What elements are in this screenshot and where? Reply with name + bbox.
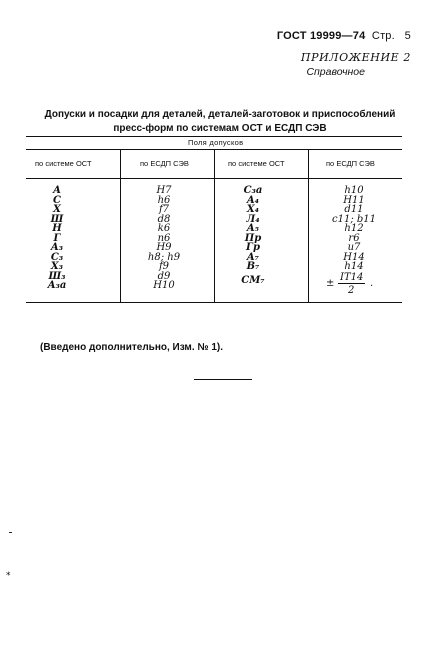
cell: A₅ — [246, 223, 260, 234]
cell: A₇ — [246, 251, 260, 263]
document-title — [40, 108, 400, 136]
fraction-denominator: 2 — [348, 285, 355, 296]
column-ost-1 — [42, 186, 72, 291]
table-divider-1 — [120, 150, 121, 303]
table-divider-3 — [308, 150, 309, 303]
cell: C₃ — [50, 251, 64, 263]
col-header-ost-2: по системе ОСТ — [228, 159, 285, 168]
plus-minus: ± — [326, 278, 335, 289]
appendix-subtitle: Справочное — [306, 66, 365, 78]
cell: Л₄ — [246, 213, 260, 225]
col-header-ost-1: по системе ОСТ — [35, 159, 92, 168]
cell: CM₇ — [241, 274, 265, 286]
table-divider-2 — [214, 150, 215, 303]
cell: r6 — [348, 232, 360, 244]
cell: C — [53, 194, 61, 206]
cell: A — [53, 185, 61, 196]
table-bottom-rule — [26, 302, 402, 303]
cell: Гр — [246, 242, 260, 253]
cell: Г — [53, 232, 61, 244]
cell: X₄ — [246, 204, 260, 215]
cell: h14 — [344, 261, 364, 272]
cell: C₃а — [243, 185, 263, 196]
cell: h6 — [157, 194, 171, 206]
gost-number: ГОСТ 19999—74 — [276, 30, 366, 42]
cell: H10 — [153, 280, 175, 291]
margin-asterisk: * — [6, 571, 11, 581]
cell: H7 — [156, 185, 172, 196]
column-ost-2 — [233, 186, 273, 285]
cell: u7 — [347, 242, 361, 253]
fraction-end: . — [370, 278, 374, 289]
cell: c11; b11 — [332, 213, 376, 225]
col-header-esdp-1: по ЕСДП СЭВ — [140, 159, 189, 168]
appendix-title: ПРИЛОЖЕНИЕ 2 — [300, 51, 411, 64]
table-caption: Поля допусков — [188, 138, 244, 147]
end-rule — [194, 379, 252, 380]
cell: H11 — [343, 194, 365, 206]
fraction-numerator: IT14 — [340, 272, 364, 283]
fraction-it14 — [326, 272, 382, 298]
amendment-note: (Введено дополнительно, Изм. № 1). — [40, 342, 223, 353]
page-label: Стр. — [371, 30, 395, 42]
cell: f7 — [158, 204, 170, 215]
page-header — [277, 30, 411, 42]
cell: k6 — [157, 223, 171, 234]
cell: h8; h9 — [147, 251, 181, 263]
cell: A₃а — [47, 280, 67, 291]
page-number: 5 — [404, 30, 411, 42]
title-line-2: пресс-форм по системам ОСТ и ЕСДП СЭВ — [113, 123, 327, 134]
cell: d8 — [157, 213, 171, 225]
table-top-rule — [26, 136, 402, 137]
column-esdp-1 — [139, 186, 189, 291]
column-esdp-2 — [324, 186, 384, 272]
title-line-1: Допуски и посадки для деталей, деталей-заготовок и приспособлений — [44, 109, 396, 120]
cell: H9 — [156, 242, 172, 253]
cell: X — [53, 204, 61, 215]
cell: A₄ — [246, 194, 260, 206]
cell: h10 — [344, 185, 364, 196]
cell: Ш₃ — [48, 270, 66, 282]
cell: B₇ — [246, 261, 260, 272]
cell: Пр — [244, 232, 262, 244]
cell: d9 — [157, 270, 171, 282]
cell: H14 — [343, 251, 365, 263]
cell: X₃ — [50, 261, 64, 272]
col-header-esdp-2: по ЕСДП СЭВ — [326, 159, 375, 168]
cell: n6 — [157, 232, 171, 244]
cell: H — [52, 223, 62, 234]
cell: d11 — [344, 204, 364, 215]
cell: f9 — [158, 261, 170, 272]
margin-dash — [9, 532, 12, 533]
cell: h12 — [344, 223, 364, 234]
cell: A₃ — [50, 242, 64, 253]
cell: Ш — [50, 213, 64, 225]
